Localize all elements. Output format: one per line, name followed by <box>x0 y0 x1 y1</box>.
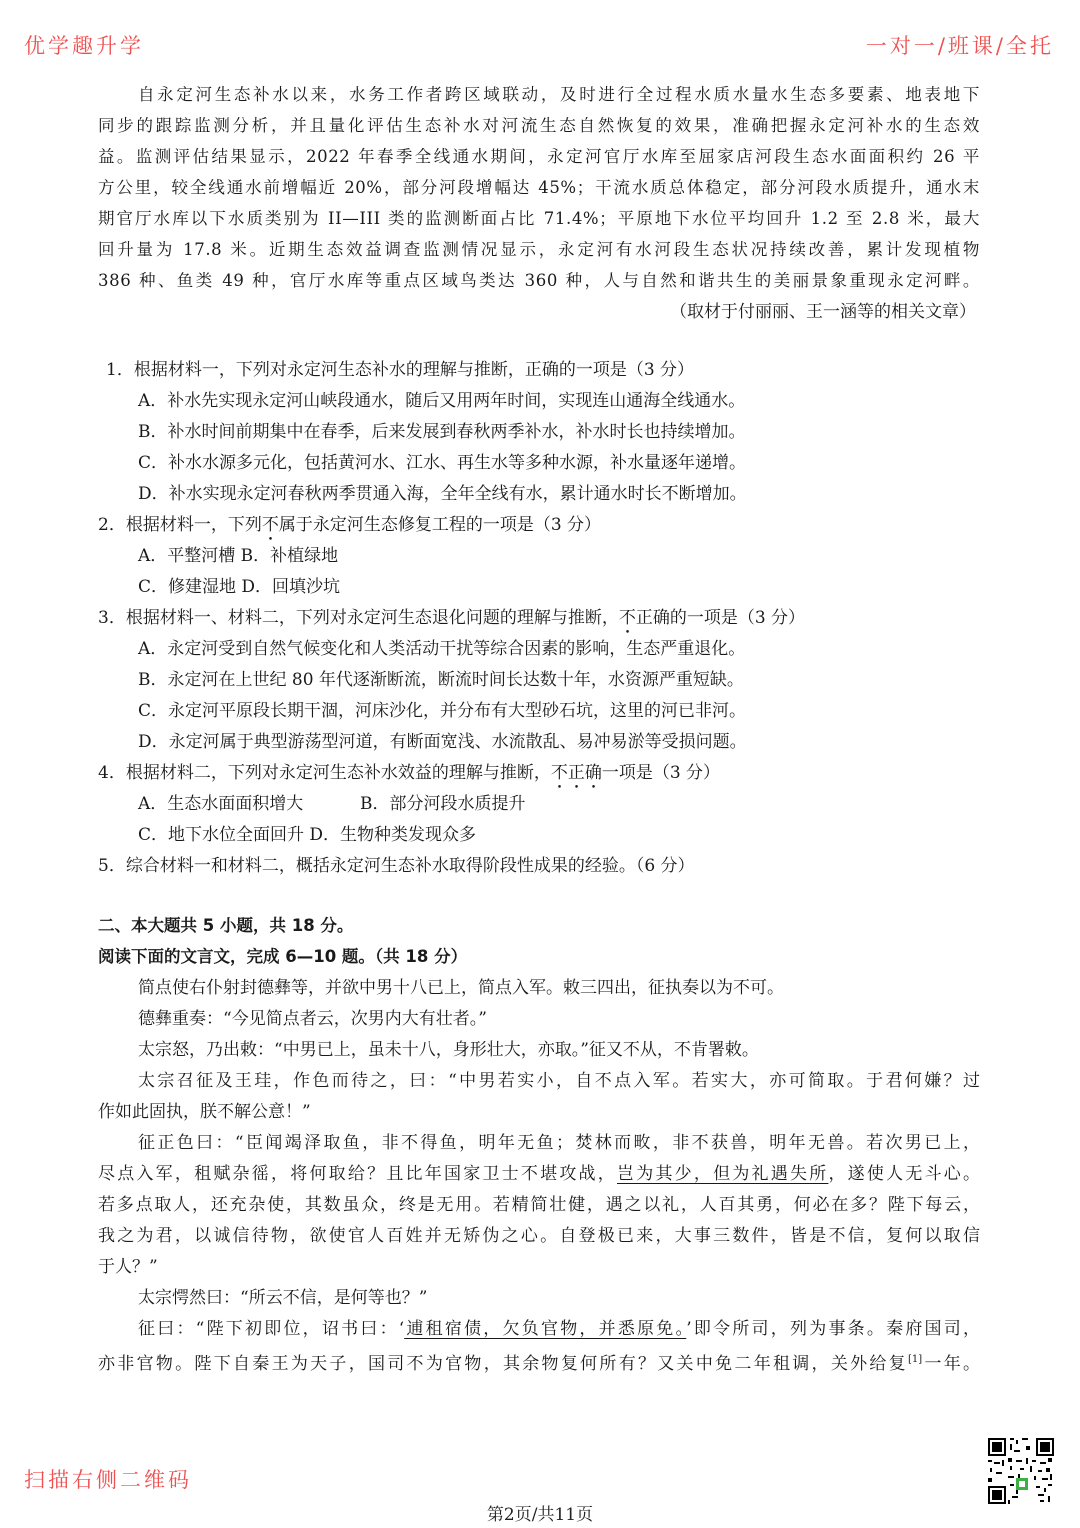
classical-text: ’即令所司，列为事条。秦府国司， <box>686 1319 980 1339</box>
option-cd: C．修建湿地 D．回填沙坑 <box>138 577 341 597</box>
passage-line: 同步的跟踪监测分析，并且量化评估生态补水对河流生态自然恢复的效果，准确把握永定河补水的生态效 <box>98 116 980 135</box>
option-ab: A．平整河槽 B．补植绿地 <box>138 546 339 566</box>
stem-text: 2．根据材料一，下列 <box>98 515 262 535</box>
question-5: 5．综合材料一和材料二，概括永定河生态补水取得阶段性成果的经验。（6 分） <box>98 856 695 876</box>
classical-line: 太宗怒，乃出敕：“中男已上，虽未十八，身形壮大，亦取。”征又不从，不肯署敕。 <box>138 1040 759 1060</box>
passage-line: 益。监测评估结果显示，2022 年春季全线通水期间，永定河官厅水库至屈家店河段生态水面面积约 26 平 <box>98 147 980 166</box>
option-a: A．永定河受到自然气候变化和人类活动干扰等综合因素的影响，生态严重退化。 <box>138 639 746 659</box>
option-b: B．部分河段水质提升 <box>360 794 526 814</box>
passage-line: 386 种、鱼类 49 种，官厅水库等重点区域鸟类达 360 种，人与自然和谐共生的美丽景象重现永定河畔。 <box>98 271 980 290</box>
classical-text: ，遂使人无斗心。 <box>828 1164 981 1184</box>
question-stem <box>98 605 805 638</box>
emphasis-text: 不 <box>618 608 636 628</box>
option-b: B．补水时间前期集中在春季，后来发展到春秋两季补水，补水时长也持续增加。 <box>138 422 746 442</box>
passage-source: （取材于付丽丽、王一涵等的相关文章） <box>670 302 976 322</box>
stem-text: 一项是（3 分） <box>601 763 721 783</box>
emphasis-text: 不正确 <box>550 763 602 783</box>
classical-line <box>98 1161 980 1187</box>
stem-text: 正确的一项是（3 分） <box>635 608 806 628</box>
classical-line <box>98 1347 980 1377</box>
header-watermark-right: 一对一/班课/全托 <box>865 34 1054 58</box>
passage-line: 自永定河生态补水以来，水务工作者跨区域联动，及时进行全过程水质水量水生态多要素、地表地下 <box>138 85 980 104</box>
classical-line: 征正色曰：“臣闻竭泽取鱼，非不得鱼，明年无鱼；焚林而畋，非不获兽，明年无兽。若次男已上， <box>138 1133 980 1153</box>
classical-line: 太宗召征及王珪，作色而待之，曰：“中男若实小，自不点入军。若实大，亦可简取。于君何嫌？过 <box>138 1071 980 1091</box>
classical-line: 太宗愕然曰：“所云不信，是何等也？” <box>138 1288 428 1308</box>
qr-code-icon[interactable] <box>986 1436 1056 1506</box>
classical-text: 一年。 <box>922 1354 981 1374</box>
passage-line: 期官厅水库以下水质类别为 II—III 类的监测断面占比 71.4%；平原地下水位平均回升 1.2 至 2.8 米，最大 <box>98 209 980 228</box>
passage-line: 回升量为 17.8 米。近期生态效益调查监测情况显示，永定河有水河段生态状况持续改善，累计发现植物 <box>98 240 980 259</box>
classical-line: 作如此固执，朕不解公意！” <box>98 1102 311 1122</box>
question-stem <box>98 760 720 793</box>
stem-text: 属于永定河生态修复工程的一项是（3 分） <box>278 515 602 535</box>
option-a: A．生态水面面积增大 <box>138 794 304 814</box>
option-cd: C．地下水位全面回升 D．生物种类发现众多 <box>138 825 477 845</box>
section-title: 二、本大题共 5 小题，共 18 分。 <box>98 916 354 935</box>
stem-text: 4．根据材料二，下列对永定河生态补水效益的理解与推断， <box>98 763 551 783</box>
option-d: D．补水实现永定河春秋两季贯通入海，全年全线有水，累计通水时长不断增加。 <box>138 484 747 504</box>
classical-text: 尽点入军，租赋杂徭，将何取给？且比年国家卫士不堪攻战， <box>98 1164 617 1184</box>
classical-text: 亦非官物。陛下自秦王为天子，国司不为官物，其余物复何所有？又关中免二年租调，关外给复 <box>98 1354 908 1374</box>
question-stem <box>98 512 601 545</box>
option-d: D．永定河属于典型游荡型河道，有断面宽浅、水流散乱、易冲易淤等受损问题。 <box>138 732 747 752</box>
option-c: C．补水水源多元化，包括黄河水、江水、再生水等多种水源，补水量逐年递增。 <box>138 453 747 473</box>
option-a: A．补水先实现永定河山峡段通水，随后又用两年时间，实现连山通海全线通水。 <box>138 391 746 411</box>
header-watermark-left: 优学趣升学 <box>24 34 144 58</box>
emphasis-text: 不 <box>261 515 279 535</box>
underlined-sentence: 岂为其少，但为礼遇失所 <box>617 1164 829 1184</box>
footnote-marker: [1] <box>907 1354 923 1365</box>
scan-qr-prompt: 扫描右侧二维码 <box>24 1468 192 1492</box>
classical-line: 若多点取人，还充杂使，其数虽众，终是无用。若精简壮健，遇之以礼，人百其勇，何必在多？陛下每云， <box>98 1195 980 1215</box>
option-b: B．永定河在上世纪 80 年代逐渐断流，断流时间长达数十年，水资源严重短缺。 <box>138 670 744 690</box>
page-number: 第2页/共11页 <box>486 1505 594 1525</box>
classical-text: 征曰：“陛下初即位，诏书曰：‘ <box>138 1319 405 1339</box>
classical-line: 于人？” <box>98 1257 158 1277</box>
stem-text: 3．根据材料一、材料二，下列对永定河生态退化问题的理解与推断， <box>98 608 619 628</box>
option-c: C．永定河平原段长期干涸，河床沙化，并分布有大型砂石坑，这里的河已非河。 <box>138 701 747 721</box>
classical-line <box>138 1316 980 1342</box>
classical-line: 我之为君，以诚信待物，欲使官人百姓并无矫伪之心。自登极已来，大事三数件，皆是不信，复何以取信 <box>98 1226 980 1246</box>
classical-line: 简点使右仆射封德彝等，并欲中男十八已上，简点入军。敕三四出，征执奏以为不可。 <box>138 978 784 998</box>
question-stem: 1．根据材料一，下列对永定河生态补水的理解与推断，正确的一项是（3 分） <box>106 360 695 380</box>
section-instruction: 阅读下面的文言文，完成 6—10 题。（共 18 分） <box>98 947 468 966</box>
passage-line: 方公里，较全线通水前增幅近 20%，部分河段增幅达 45%；干流水质总体稳定，部分河段水质提升，通水末 <box>98 178 980 197</box>
classical-line: 德彝重奏：“今见简点者云，次男内大有壮者。” <box>138 1009 487 1029</box>
underlined-sentence: 逋租宿债，欠负官物，并悉原免。 <box>404 1319 687 1339</box>
